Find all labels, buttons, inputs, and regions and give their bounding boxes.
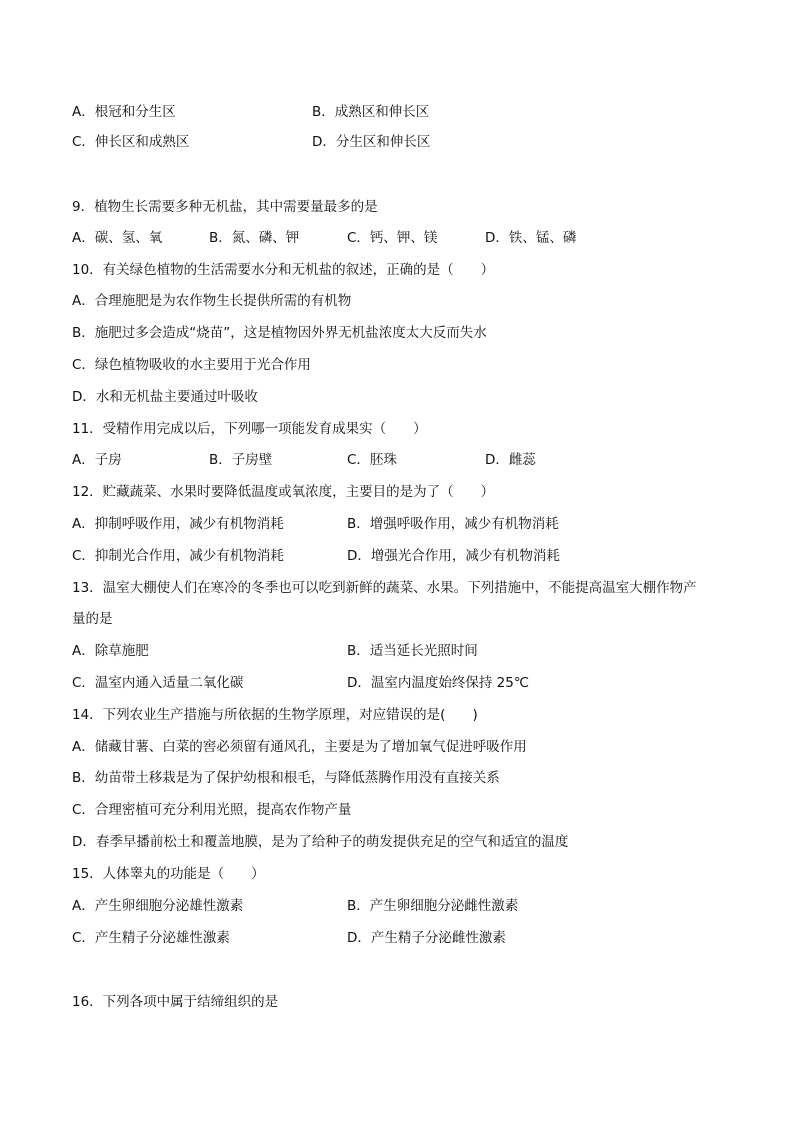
q15-option-d: D．产生精子分泌雌性激素 bbox=[347, 930, 506, 946]
q12-option-b: B．增强呼吸作用，减少有机物消耗 bbox=[347, 516, 559, 532]
q10-option-a: A．合理施肥是为农作物生长提供所需的有机物 bbox=[72, 293, 352, 309]
q11-option-d: D．雌蕊 bbox=[485, 452, 536, 468]
q8-option-c: C．伸长区和成熟区 bbox=[72, 134, 190, 150]
q9-option-a: A．碳、氢、氧 bbox=[72, 230, 163, 246]
q13-option-b: B．适当延长光照时间 bbox=[347, 643, 478, 659]
q9-option-c: C．钙、钾、镁 bbox=[347, 230, 438, 246]
q9-option-b: B．氮、磷、钾 bbox=[209, 230, 300, 246]
q12-stem: 12．贮藏蔬菜、水果时要降低温度或氧浓度，主要目的是为了（ ） bbox=[72, 484, 495, 500]
q8-option-b: B．成熟区和伸长区 bbox=[312, 104, 430, 120]
q13-stem-line2: 量的是 bbox=[72, 611, 113, 627]
q12-option-d: D．增强光合作用，减少有机物消耗 bbox=[347, 548, 560, 564]
q12-option-c: C．抑制光合作用，减少有机物消耗 bbox=[72, 548, 284, 564]
q13-option-c: C．温室内通入适量二氧化碳 bbox=[72, 675, 244, 691]
q15-option-c: C．产生精子分泌雄性激素 bbox=[72, 930, 230, 946]
q11-stem: 11．受精作用完成以后，下列哪一项能发育成果实（ ） bbox=[72, 421, 427, 437]
q14-stem: 14．下列农业生产措施与所依据的生物学原理，对应错误的是( ) bbox=[72, 707, 478, 723]
q8-option-a: A．根冠和分生区 bbox=[72, 104, 176, 120]
q9-option-d: D．铁、锰、磷 bbox=[485, 230, 577, 246]
q15-option-a: A．产生卵细胞分泌雄性激素 bbox=[72, 898, 244, 914]
q8-option-d: D．分生区和伸长区 bbox=[312, 134, 431, 150]
q14-option-c: C．合理密植可充分利用光照，提高农作物产量 bbox=[72, 802, 352, 818]
q10-option-c: C．绿色植物吸收的水主要用于光合作用 bbox=[72, 357, 311, 373]
q10-stem: 10．有关绿色植物的生活需要水分和无机盐的叙述，正确的是（ ） bbox=[72, 262, 495, 278]
q13-option-d: D．温室内温度始终保持 25℃ bbox=[347, 675, 530, 691]
q13-stem-line1: 13．温室大棚使人们在寒冷的冬季也可以吃到新鲜的蔬菜、水果。下列措施中，不能提高温室大棚作物产 bbox=[72, 580, 697, 596]
q10-option-d: D．水和无机盐主要通过叶吸收 bbox=[72, 389, 258, 405]
q9-stem: 9．植物生长需要多种无机盐，其中需要量最多的是 bbox=[72, 199, 378, 215]
q11-option-a: A．子房 bbox=[72, 452, 122, 468]
q16-stem: 16．下列各项中属于结缔组织的是 bbox=[72, 994, 279, 1010]
q15-stem: 15．人体睾丸的功能是（ ） bbox=[72, 866, 265, 882]
q11-option-b: B．子房壁 bbox=[209, 452, 273, 468]
q10-option-b: B．施肥过多会造成“烧苗”，这是植物因外界无机盐浓度太大反而失水 bbox=[72, 325, 487, 341]
q15-option-b: B．产生卵细胞分泌雌性激素 bbox=[347, 898, 519, 914]
q11-option-c: C．胚珠 bbox=[347, 452, 397, 468]
q14-option-d: D．春季早播前松土和覆盖地膜，是为了给种子的萌发提供充足的空气和适宜的温度 bbox=[72, 834, 569, 850]
q12-option-a: A．抑制呼吸作用，减少有机物消耗 bbox=[72, 516, 284, 532]
q13-option-a: A．除草施肥 bbox=[72, 643, 149, 659]
q14-option-b: B．幼苗带土移栽是为了保护幼根和根毛，与降低蒸腾作用没有直接关系 bbox=[72, 770, 500, 786]
q14-option-a: A．储藏甘薯、白菜的窖必须留有通风孔，主要是为了增加氧气促进呼吸作用 bbox=[72, 739, 527, 755]
